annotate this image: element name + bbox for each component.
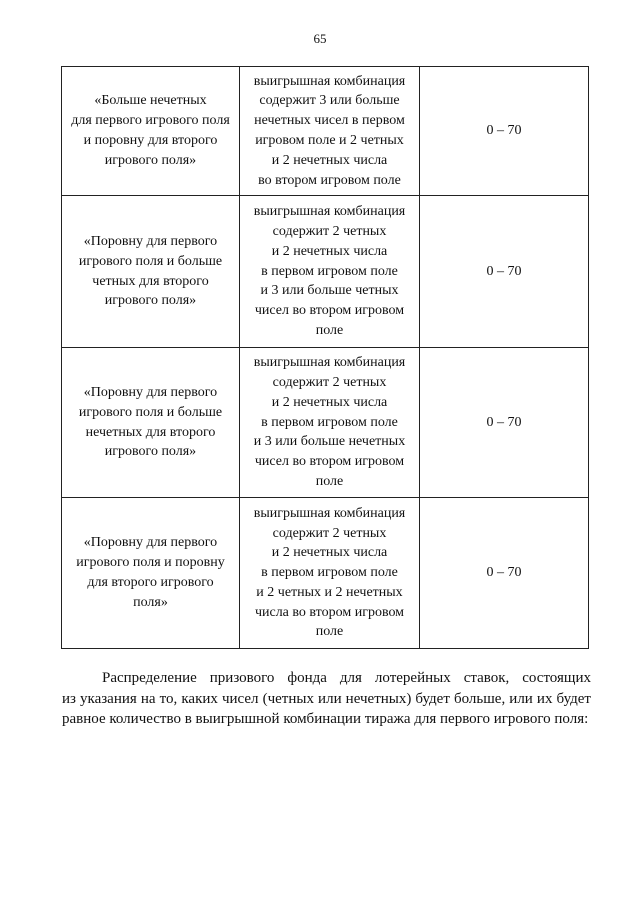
- condition-line: содержит 2 четных: [272, 375, 387, 390]
- condition-line: в первом игровом поле: [261, 565, 398, 581]
- prize-distribution-table: [61, 66, 589, 649]
- condition-line: выигрышная комбинация: [253, 505, 406, 521]
- bet-line: игрового поля и больше: [78, 253, 223, 269]
- winning-condition-cell: [240, 348, 420, 498]
- winning-condition-cell: [240, 67, 420, 196]
- bet-line: игрового поля»: [104, 293, 197, 309]
- bet-line: игрового поля»: [104, 444, 197, 460]
- condition-line: и 3 или больше четных: [260, 283, 399, 299]
- condition-line: числа во втором игровом: [254, 604, 405, 620]
- bet-type-cell: [62, 348, 240, 498]
- bet-line: «Поровну для первого: [83, 384, 218, 400]
- condition-line: чисел во втором игровом: [254, 454, 405, 470]
- bet-line: нечетных для второго: [85, 424, 216, 440]
- bet-line: «Поровну для первого: [83, 535, 218, 551]
- bet-type-cell: [62, 498, 240, 649]
- condition-line: содержит 2 четных: [272, 525, 387, 541]
- condition-line: содержит 3 или больше: [259, 93, 400, 109]
- condition-line: и 2 нечетных числа: [271, 394, 388, 410]
- bet-line: четных для второго: [92, 273, 209, 289]
- condition-line: выигрышная комбинация: [253, 355, 406, 371]
- paragraph-line: Распределение призового фонда для лотерейных ставок, состоящих: [102, 670, 591, 686]
- table-row: [62, 67, 589, 196]
- condition-line: игровом поле и 2 четных: [255, 133, 404, 148]
- bet-line: поля»: [133, 594, 168, 610]
- prize-share-cell: 0 – 70: [420, 196, 589, 348]
- condition-line: поле: [315, 473, 344, 489]
- bet-line: для второго игрового: [87, 575, 214, 590]
- bet-line: «Больше нечетных: [94, 93, 207, 109]
- condition-line: в первом игровом поле: [261, 414, 398, 430]
- condition-line: поле: [315, 624, 344, 640]
- condition-line: и 2 нечетных числа: [271, 152, 388, 168]
- bet-line: и поровну для второго: [83, 133, 218, 148]
- table-row: [62, 498, 589, 649]
- table-row: [62, 348, 589, 498]
- condition-line: во втором игровом поле: [258, 172, 401, 188]
- bet-line: игрового поля и поровну: [76, 555, 225, 571]
- condition-line: и 2 нечетных числа: [271, 243, 388, 259]
- condition-line: и 2 четных и 2 нечетных: [256, 584, 403, 600]
- condition-line: поле: [315, 322, 344, 338]
- page-number: 65: [313, 31, 327, 46]
- condition-line: и 3 или больше нечетных: [253, 434, 406, 450]
- condition-line: чисел во втором игровом: [254, 303, 405, 319]
- condition-line: и 2 нечетных числа: [271, 545, 388, 561]
- bet-type-cell: [62, 67, 240, 196]
- condition-line: выигрышная комбинация: [253, 204, 406, 220]
- condition-line: в первом игровом поле: [261, 263, 398, 279]
- winning-condition-cell: [240, 498, 420, 649]
- paragraph-line: из указания на то, каких чисел (четных или нечетных) будет больше, или их будет: [62, 690, 591, 707]
- condition-line: выигрышная комбинация: [253, 73, 406, 89]
- bet-line: игрового поля»: [104, 152, 197, 168]
- prize-share-cell: 0 – 70: [420, 348, 589, 498]
- prize-share-cell: 0 – 70: [420, 67, 589, 196]
- table-row: [62, 196, 589, 348]
- bet-line: для первого игрового поля: [71, 113, 230, 129]
- condition-line: содержит 2 четных: [272, 224, 387, 239]
- body-paragraph: [62, 668, 591, 730]
- winning-condition-cell: [240, 196, 420, 348]
- bet-type-cell: [62, 196, 240, 348]
- condition-line: нечетных чисел в первом: [254, 113, 405, 129]
- prize-share-cell: 0 – 70: [420, 498, 589, 649]
- paragraph-line: равное количество в выигрышной комбинации тиража для первого игрового поля:: [62, 711, 589, 727]
- bet-line: «Поровну для первого: [83, 233, 218, 249]
- bet-line: игрового поля и больше: [78, 404, 223, 420]
